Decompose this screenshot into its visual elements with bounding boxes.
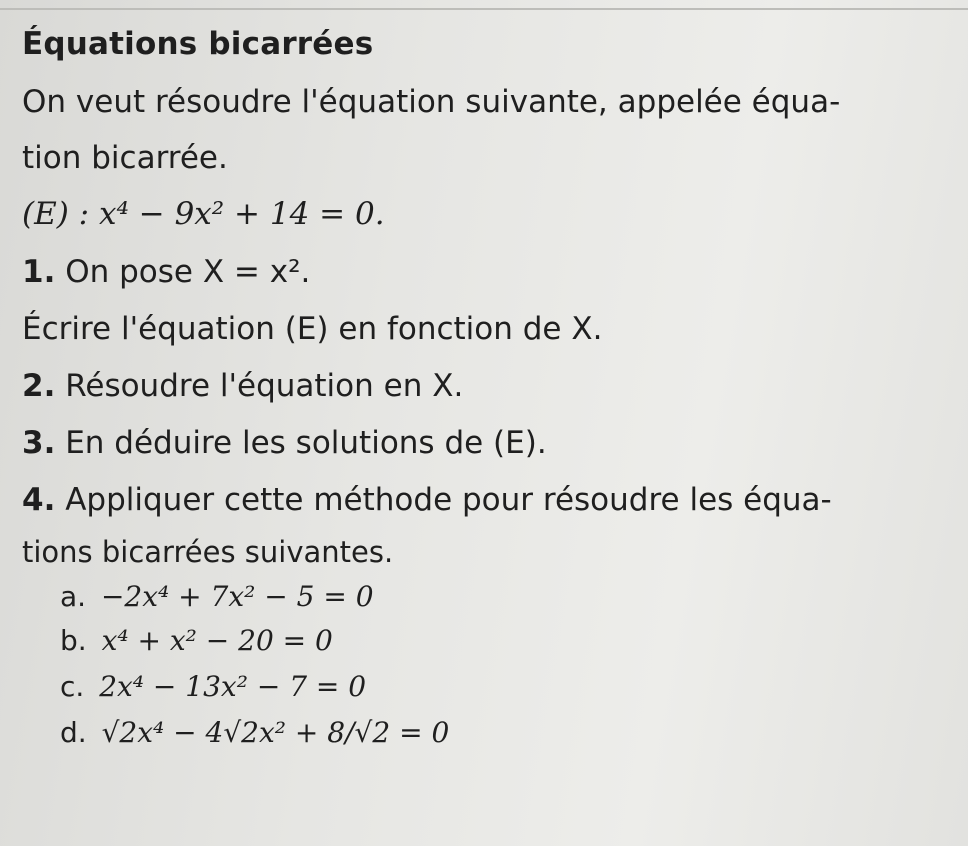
intro-line-2: tion bicarrée.	[22, 140, 228, 176]
question-4-text: Appliquer cette méthode pour résoudre les équa-	[65, 482, 832, 518]
question-2-text: Résoudre l'équation en X.	[65, 368, 464, 404]
question-3-text: En déduire les solutions de (E).	[65, 425, 547, 461]
question-1-line-2: Écrire l'équation (E) en fonction de X.	[22, 311, 603, 347]
question-2-number: 2.	[22, 368, 56, 404]
sub-item-d-label: d.	[60, 716, 87, 749]
sub-item-a	[60, 580, 374, 613]
question-1-text: On pose X = x².	[65, 254, 311, 290]
question-4-number: 4.	[22, 482, 56, 518]
question-2	[22, 368, 463, 404]
sub-item-d	[60, 716, 449, 749]
sub-item-c-equation: 2x⁴ − 13x² − 7 = 0	[99, 670, 367, 703]
sub-item-c-label: c.	[60, 670, 85, 703]
equation-e: (E) : x⁴ − 9x² + 14 = 0.	[22, 196, 385, 232]
sub-item-b	[60, 624, 333, 657]
sub-item-d-equation: √2x⁴ − 4√2x² + 8/√2 = 0	[101, 716, 450, 749]
sub-item-a-label: a.	[60, 580, 87, 613]
sub-item-a-equation: −2x⁴ + 7x² − 5 = 0	[100, 580, 374, 613]
question-1-number: 1.	[22, 254, 56, 290]
question-1	[22, 254, 310, 290]
page-top-edge	[0, 8, 968, 10]
sub-item-c	[60, 670, 366, 703]
sub-item-b-equation: x⁴ + x² − 20 = 0	[101, 624, 333, 657]
sub-item-b-label: b.	[60, 624, 87, 657]
question-4	[22, 482, 832, 518]
question-3	[22, 425, 547, 461]
intro-line-1: On veut résoudre l'équation suivante, appelée équa-	[22, 84, 841, 120]
section-title: Équations bicarrées	[22, 26, 374, 62]
question-4-line-2: tions bicarrées suivantes.	[22, 535, 394, 569]
question-3-number: 3.	[22, 425, 56, 461]
